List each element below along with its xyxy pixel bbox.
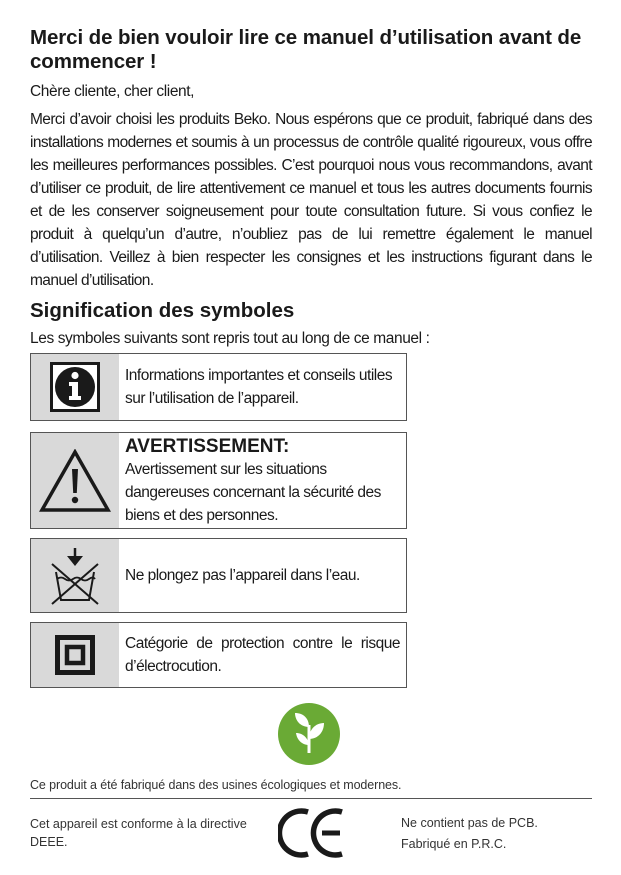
greeting: Chère cliente, cher client, xyxy=(30,83,195,100)
page-title: Merci de bien vouloir lire ce manuel d’utilisation avant de commencer ! xyxy=(30,26,582,73)
pcb-origin-block xyxy=(401,813,538,855)
symbols-intro: Les symboles suivants sont repris tout au long de ce manuel : xyxy=(30,330,430,347)
warning-triangle-icon xyxy=(31,433,119,528)
manual-page xyxy=(30,26,592,851)
symbol-no-water-text: Ne plongez pas l’appareil dans l’eau. xyxy=(125,567,360,584)
double-square-icon xyxy=(31,623,119,687)
divider xyxy=(30,798,592,799)
no-immersion-icon xyxy=(31,539,119,612)
warning-text: Avertissement sur les situations dangereuses concernant la sécurité des biens et des personnes. xyxy=(125,460,381,524)
warning-title: AVERTISSEMENT: xyxy=(125,435,290,457)
symbol-warning-text-block xyxy=(119,433,406,528)
symbol-row-info xyxy=(30,353,407,421)
symbols-heading: Signification des symboles xyxy=(30,299,295,322)
symbol-info-text: Informations importantes et conseils utiles sur l’utilisation de l’appareil. xyxy=(125,367,393,407)
pcb-text: Ne contient pas de PCB. xyxy=(401,816,538,830)
made-in-text: Fabriqué en P.R.C. xyxy=(401,837,507,851)
symbol-row-class2 xyxy=(30,622,407,688)
symbol-class2-text: Catégorie de protection contre le risque d’électrocution. xyxy=(125,635,400,675)
eco-statement: Ce produit a été fabriqué dans des usines écologiques et modernes. xyxy=(30,778,402,792)
eco-leaf-icon xyxy=(278,703,340,765)
info-icon xyxy=(31,354,119,420)
symbol-row-no-water xyxy=(30,538,407,613)
weee-conformity: Cet appareil est conforme à la directive DEEE. xyxy=(30,817,247,849)
intro-paragraph: Merci d’avoir choisi les produits Beko. Nous espérons que ce produit, fabriqué dans des installations modernes et soumis à un processus de contrôle qualité rigoureux, vous offre les meilleures performances possibles. C’est pourquoi nous vous recommandons, avant d’utiliser ce produit, de lire attentivement ce manuel et tous les autres documents fournis et de les conserver soigneusement pour toute consultation future. Si vous confiez le produit à quelqu’un d’autre, n’oubliez pas de lui remettre également le manuel d’utilisation. Veillez à bien respecter les consignes et les instructions figurant dans le manuel d’utilisation. xyxy=(30,111,592,289)
symbol-row-warning xyxy=(30,432,407,529)
ce-mark-icon xyxy=(278,806,348,858)
